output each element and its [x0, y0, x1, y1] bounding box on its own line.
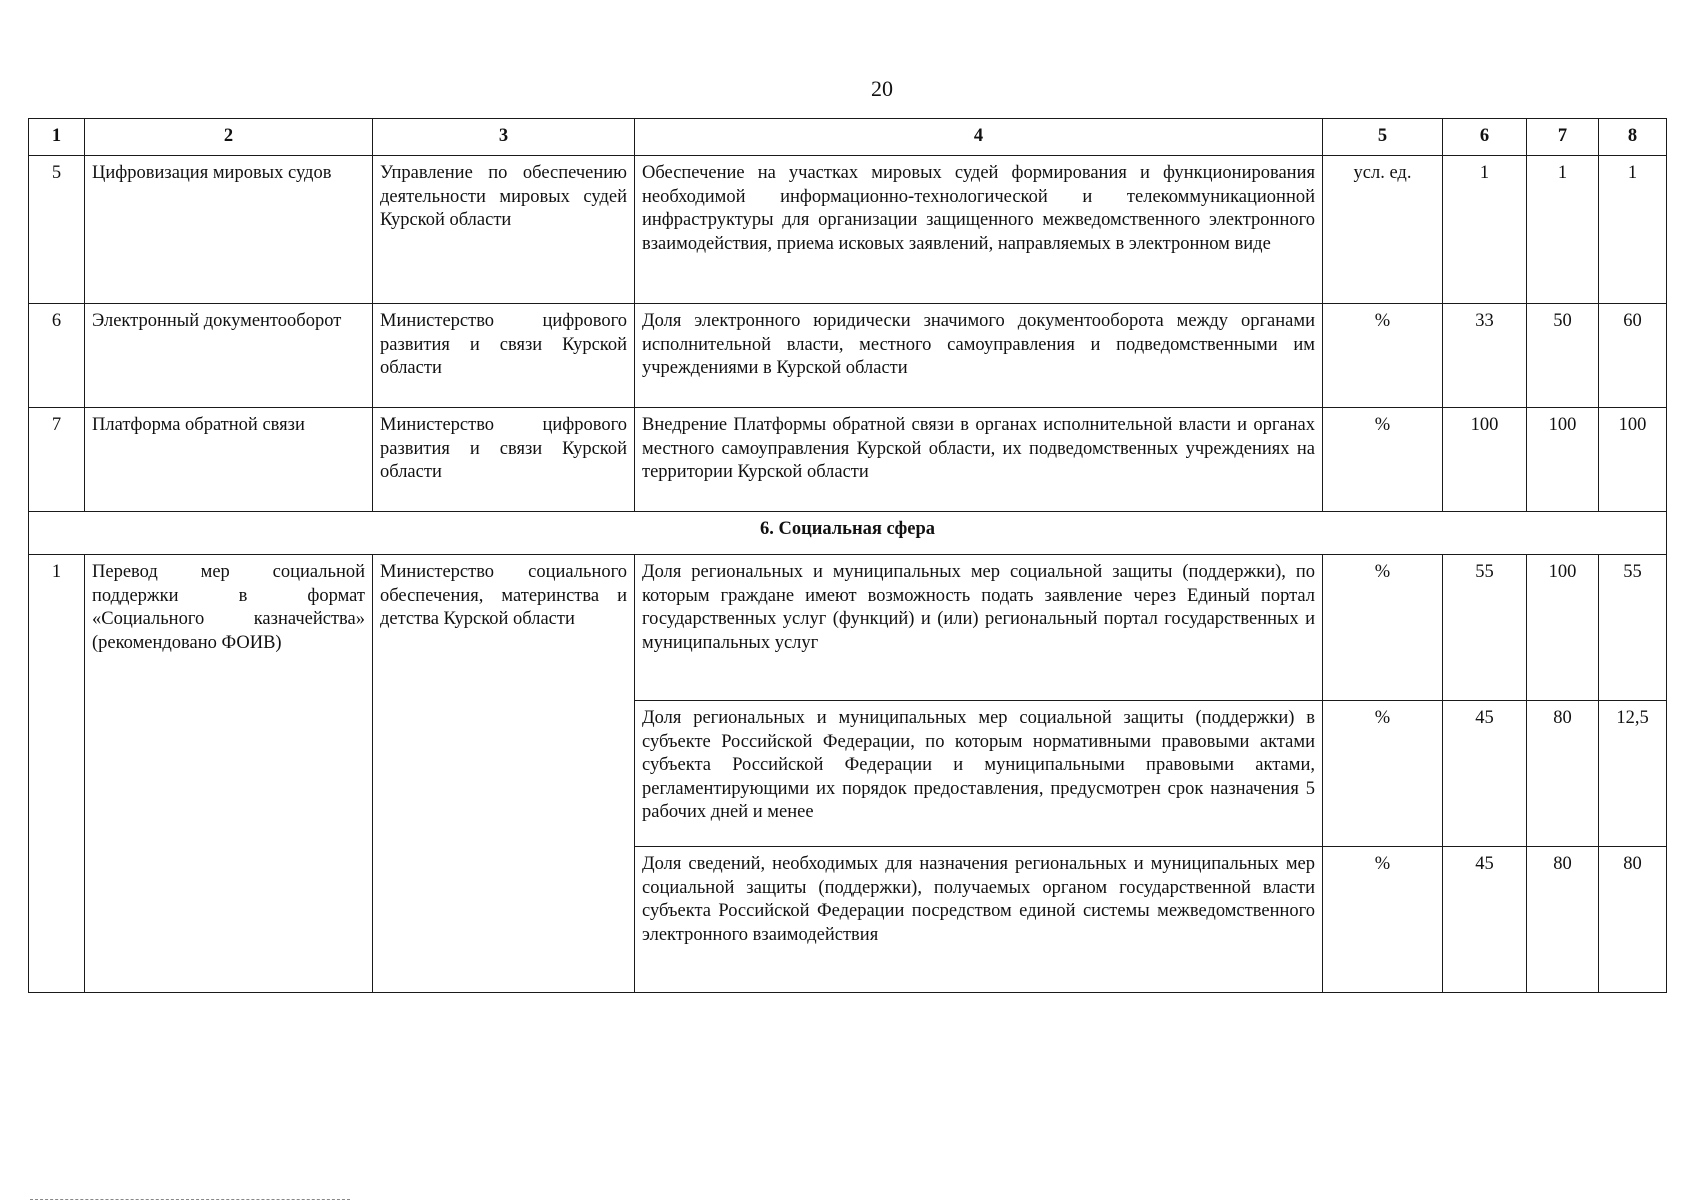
section-row [29, 512, 1667, 555]
unit: % [1323, 408, 1443, 512]
value-col-8: 60 [1599, 304, 1667, 408]
row-number: 6 [29, 304, 85, 408]
indicator-text: Доля электронного юридически значимого документооборота между органами исполнительной власти, местного самоуправления и подведомственными им учреждениями в Курской области [635, 304, 1323, 408]
value-col-6: 33 [1443, 304, 1527, 408]
table-row [29, 555, 1667, 701]
value-col-7: 80 [1527, 847, 1599, 993]
indicator-text: Обеспечение на участках мировых судей формирования и функционирования необходимой информационно-технологической и телекоммуникационной инфраструктуры для организации защищенного межведомственного электронного взаимодействия, приема исковых заявлений, направляемых в электронном виде [635, 156, 1323, 304]
table-row [29, 408, 1667, 512]
unit: % [1323, 304, 1443, 408]
measure-name: Платформа обратной связи [85, 408, 373, 512]
row-number: 5 [29, 156, 85, 304]
value-col-7: 1 [1527, 156, 1599, 304]
header-row [29, 119, 1667, 156]
page-number: 20 [871, 76, 893, 101]
value-col-7: 100 [1527, 555, 1599, 701]
value-col-6: 45 [1443, 847, 1527, 993]
unit: % [1323, 701, 1443, 847]
value-col-6: 1 [1443, 156, 1527, 304]
row-number: 1 [29, 555, 85, 993]
row-number: 7 [29, 408, 85, 512]
indicator-text: Доля региональных и муниципальных мер социальной защиты (поддержки), по которым граждане имеют возможность подать заявление через Единый портал государственных услуг (функций) и (или) региональный портал государственных и муниципальных услуг [635, 555, 1323, 701]
indicator-text: Внедрение Платформы обратной связи в органах исполнительной власти и органах местного самоуправления Курской области, их подведомственных учреждениях на территории Курской области [635, 408, 1323, 512]
value-col-7: 100 [1527, 408, 1599, 512]
value-col-8: 100 [1599, 408, 1667, 512]
unit: % [1323, 847, 1443, 993]
value-col-6: 45 [1443, 701, 1527, 847]
value-col-8: 55 [1599, 555, 1667, 701]
header-col-1: 1 [29, 119, 85, 156]
header-col-7: 7 [1527, 119, 1599, 156]
measure-name: Перевод мер социальной поддержки в формат «Социального казначейства» (рекомендовано ФОИВ) [85, 555, 373, 993]
value-col-8: 12,5 [1599, 701, 1667, 847]
measure-name: Цифровизация мировых судов [85, 156, 373, 304]
responsible-org: Управление по обеспечению деятельности мировых судей Курской области [373, 156, 635, 304]
header-col-2: 2 [85, 119, 373, 156]
value-col-7: 50 [1527, 304, 1599, 408]
section-title: 6. Социальная сфера [29, 512, 1667, 555]
value-col-8: 1 [1599, 156, 1667, 304]
measure-name: Электронный документооборот [85, 304, 373, 408]
header-col-8: 8 [1599, 119, 1667, 156]
table-row [29, 304, 1667, 408]
value-col-6: 55 [1443, 555, 1527, 701]
value-col-7: 80 [1527, 701, 1599, 847]
indicator-text: Доля региональных и муниципальных мер социальной защиты (поддержки) в субъекте Российской Федерации, по которым нормативными правовыми актами субъекта Российской Федерации и муниципальными правовыми актами, регламентирующими их порядок предоставления, предусмотрен срок назначения 5 рабочих дней и менее [635, 701, 1323, 847]
value-col-8: 80 [1599, 847, 1667, 993]
value-col-6: 100 [1443, 408, 1527, 512]
header-col-6: 6 [1443, 119, 1527, 156]
responsible-org: Министерство социального обеспечения, материнства и детства Курской области [373, 555, 635, 993]
indicators-table [28, 118, 1667, 993]
responsible-org: Министерство цифрового развития и связи Курской области [373, 408, 635, 512]
indicator-text: Доля сведений, необходимых для назначения региональных и муниципальных мер социальной защиты (поддержки), получаемых органом государственной власти субъекта Российской Федерации посредством единой системы межведомственного электронного взаимодействия [635, 847, 1323, 993]
header-col-3: 3 [373, 119, 635, 156]
unit: усл. ед. [1323, 156, 1443, 304]
header-col-4: 4 [635, 119, 1323, 156]
unit: % [1323, 555, 1443, 701]
table-row [29, 156, 1667, 304]
responsible-org: Министерство цифрового развития и связи Курской области [373, 304, 635, 408]
header-col-5: 5 [1323, 119, 1443, 156]
